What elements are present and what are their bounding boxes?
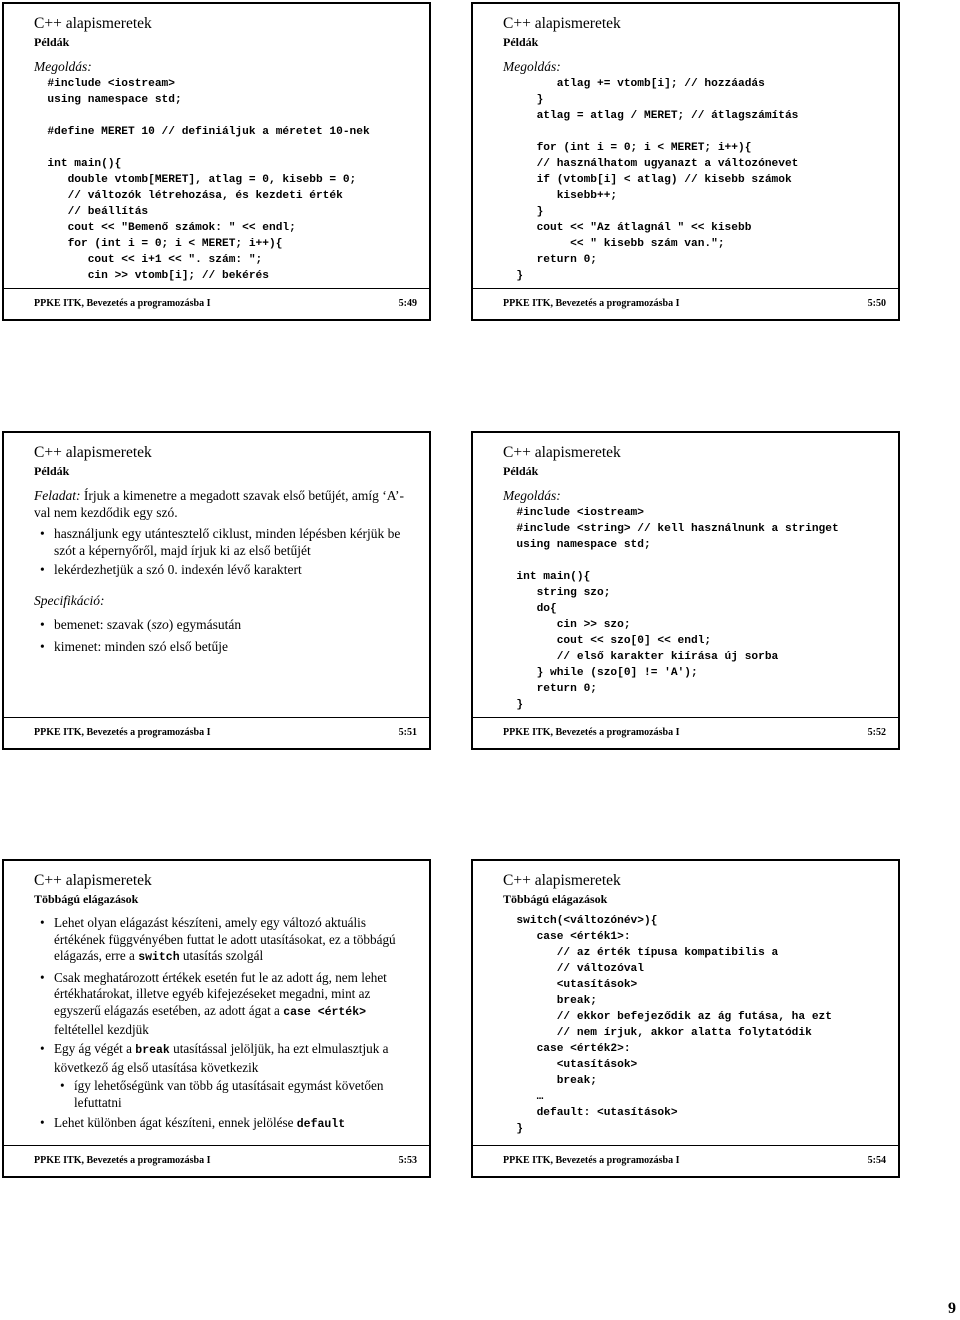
slide-5-52: [471, 431, 900, 750]
solution-heading: Megoldás:: [503, 59, 561, 74]
spec-heading: Specifikáció:: [34, 593, 105, 608]
list-item: • lekérdezhetjük a szó 0. indexén lévő karaktert: [34, 561, 419, 578]
slide-title: C++ alapismeretek: [503, 15, 621, 32]
slide-footer: [503, 1155, 886, 1166]
list-item: • Lehet olyan elágazást készíteni, amely egy változó aktuális értékének függvényében futtat le adott utasításokat, ez a többágú elágazás, erre a switch utasítás szolgál: [34, 915, 419, 967]
slide-footer: [34, 727, 417, 738]
solution-heading: Megoldás:: [503, 488, 561, 503]
list-item: • Egy ág végét a break utasítással jelöljük, ha ezt elmulasztjuk a következő ág első utasítása következik • így lehetőségünk van több ág utasításait egymást követően lefuttatni: [34, 1041, 419, 1111]
slide-5-49: [2, 2, 431, 321]
task-text: Írjuk a kimenetre a megadott szavak első betűjét, amíg ‘A’-val nem kezdődik egy szó.: [34, 488, 405, 520]
sub-bullets: [54, 1078, 419, 1111]
slide-subtitle: Többágú elágazások: [34, 892, 139, 906]
footer-slide-number: 5:52: [867, 727, 886, 738]
slide-subtitle: Példák: [503, 464, 539, 478]
slide-footer: [34, 1155, 417, 1166]
code-block: #include <iostream> #include <string> // kell használnunk a stringet using namespace std; int main(){ string szo; do{ cin >> szo; cout << szo[0] << endl; // első karakter kiírása új sorba } while (szo[0] != 'A'); return 0; }: [516, 507, 839, 711]
slide-5-50: [471, 2, 900, 321]
list-item: • kimenet: minden szó első betűje: [34, 638, 419, 655]
footer-course: PPKE ITK, Bevezetés a programozásba I: [503, 727, 680, 738]
page-number: 9: [948, 1300, 956, 1317]
footer-course: PPKE ITK, Bevezetés a programozásba I: [503, 298, 680, 309]
slide-5-54: [471, 859, 900, 1178]
list-item: • Csak meghatározott értékek esetén fut le az adott ág, nem lehet értékhatárokat, illetve egyéb kifejezéseket megadni, mint az egyszerű elágazás esetében, az adott ágat a case <érték> feltétellel kezdjük: [34, 970, 419, 1038]
slide-subtitle: Példák: [34, 464, 70, 478]
list-item: • így lehetőségünk van több ág utasításait egymást követően lefuttatni: [54, 1078, 419, 1111]
slide-footer: [503, 298, 886, 309]
spec-bullets: [34, 616, 419, 655]
task-label: Feladat:: [34, 488, 81, 503]
code-block: atlag += vtomb[i]; // hozzáadás } atlag = atlag / MERET; // átlagszámítás for (int i = 0; i < MERET; i++){ // használhatom ugyanazt a változónevet if (vtomb[i] < atlag) // kisebb számok kisebb++; } cout << "Az átlagnál " << kisebb << " kisebb szám van."; return 0; }: [516, 78, 799, 282]
slide-5-53: [2, 859, 431, 1178]
task-bullets: [34, 525, 419, 578]
list-item: • Lehet különben ágat készíteni, ennek jelölése default: [34, 1115, 419, 1134]
slide-title: C++ alapismeretek: [503, 872, 621, 889]
footer-course: PPKE ITK, Bevezetés a programozásba I: [34, 298, 211, 309]
slide-subtitle: Példák: [34, 35, 70, 49]
footer-slide-number: 5:53: [398, 1155, 417, 1166]
slide-subtitle: Példák: [503, 35, 539, 49]
list-item: • használjunk egy utántesztelő ciklust, minden lépésben kérjük be szót a képernyőről, majd írjuk ki az első betűjét: [34, 525, 419, 559]
switch-bullets: [34, 915, 419, 1133]
slide-footer: [503, 727, 886, 738]
task-paragraph: [34, 487, 419, 521]
slide-title: C++ alapismeretek: [34, 444, 152, 461]
footer-slide-number: 5:50: [867, 298, 886, 309]
slide-5-51: [2, 431, 431, 750]
footer-slide-number: 5:51: [398, 727, 417, 738]
footer-course: PPKE ITK, Bevezetés a programozásba I: [34, 1155, 211, 1166]
list-item: • bemenet: szavak (szo) egymásután: [34, 616, 419, 633]
slide-title: C++ alapismeretek: [34, 15, 152, 32]
solution-heading: Megoldás:: [34, 59, 92, 74]
slide-footer: [34, 298, 417, 309]
slide-title: C++ alapismeretek: [503, 444, 621, 461]
slide-subtitle: Többágú elágazások: [503, 892, 608, 906]
footer-slide-number: 5:54: [867, 1155, 886, 1166]
code-block: switch(<változónév>){ case <érték1>: // az érték típusa kompatibilis a // változóval <utasítások> break; // ekkor befejeződik az ág futása, ha ezt // nem írjuk, akkor alatta folytatódik case <érték2>: <utasítások> break; … default: <utasítások> }: [516, 915, 832, 1135]
slide-title: C++ alapismeretek: [34, 872, 152, 889]
footer-course: PPKE ITK, Bevezetés a programozásba I: [34, 727, 211, 738]
code-block: #include <iostream> using namespace std; #define MERET 10 // definiáljuk a méretet 10-nek int main(){ double vtomb[MERET], atlag = 0, kisebb = 0; // változók létrehozása, és kezdeti érték // beállítás cout << "Bemenő számok: " << endl; for (int i = 0; i < MERET; i++){ cout << i+1 << ". szám: "; cin >> vtomb[i]; // bekérés: [47, 78, 370, 282]
footer-course: PPKE ITK, Bevezetés a programozásba I: [503, 1155, 680, 1166]
footer-slide-number: 5:49: [398, 298, 417, 309]
